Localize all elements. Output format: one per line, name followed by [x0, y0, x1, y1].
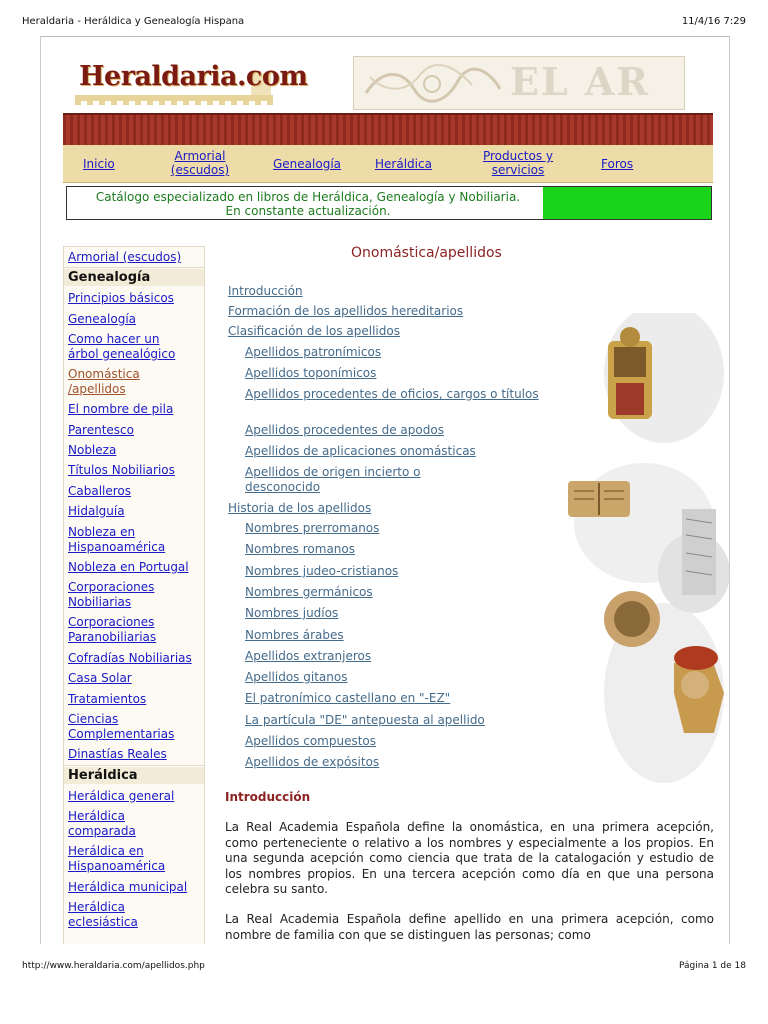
- sidebar-divider: [64, 267, 204, 268]
- print-page-number: Página 1 de 18: [679, 961, 746, 971]
- sidebar-item-corporaciones-nobiliarias[interactable]: Corporaciones Nobiliarias: [68, 580, 155, 609]
- web-page: [40, 36, 730, 944]
- print-footer: [22, 961, 746, 975]
- toc-aplicaciones[interactable]: Apellidos de aplicaciones onomásticas: [245, 444, 476, 458]
- nav-genealogia[interactable]: Genealogía: [273, 157, 342, 171]
- sidebar-item-armorial[interactable]: Armorial (escudos): [68, 250, 182, 264]
- sidebar-item-casa-solar[interactable]: Casa Solar: [68, 671, 132, 685]
- sidebar-item-arbol[interactable]: Como hacer un árbol genealógico: [68, 332, 176, 361]
- sidebar-item-heraldica-municipal[interactable]: Heráldica municipal: [68, 880, 188, 894]
- decorative-bar: [63, 113, 713, 145]
- print-header: [22, 16, 746, 30]
- sidebar-item-ciencias[interactable]: Ciencias Complementarias: [68, 712, 175, 741]
- sidebar-heading-heraldica: Heráldica: [64, 767, 204, 784]
- header-banner: [353, 56, 685, 110]
- sidebar-heading-genealogia: Genealogía: [64, 269, 204, 286]
- toc-formacion[interactable]: Formación de los apellidos hereditarios: [228, 304, 464, 318]
- sidebar-item-corporaciones-paranobiliarias[interactable]: Corporaciones Paranobiliarias: [68, 615, 157, 644]
- collage-illustration: [554, 313, 730, 821]
- sidebar-item-caballeros[interactable]: Caballeros: [68, 484, 132, 498]
- catalog-line-1: Catálogo especializado en libros de Heráldica, Genealogía y Nobiliaria.: [95, 190, 521, 204]
- toc-patronimico-ez[interactable]: El patronímico castellano en "-EZ": [245, 691, 451, 705]
- sidebar-item-hidalguia[interactable]: Hidalguía: [68, 504, 125, 518]
- sidebar-item-heraldica-comparada[interactable]: Heráldica comparada: [68, 809, 136, 838]
- sidebar: [63, 246, 205, 944]
- toc-particula-de[interactable]: La partícula "DE" antepuesta al apellido: [245, 713, 485, 727]
- sidebar-item-nobleza-hispanoamerica[interactable]: Nobleza en Hispanoamérica: [68, 525, 166, 554]
- sidebar-item-genealogia[interactable]: Genealogía: [68, 312, 137, 326]
- sidebar-item-nobleza-portugal[interactable]: Nobleza en Portugal: [68, 560, 189, 574]
- sidebar-divider: [64, 765, 204, 766]
- sidebar-item-nombre-pila[interactable]: El nombre de pila: [68, 402, 174, 416]
- site-logo[interactable]: [75, 59, 308, 107]
- paragraph: La Real Academia Española define apellido en una primera acepción, como nombre de familia con que se distinguen las personas; como: [225, 912, 714, 942]
- catalog-green-panel: [543, 187, 711, 219]
- banner-ornament: [362, 63, 502, 105]
- sidebar-item-dinastias[interactable]: Dinastías Reales: [68, 747, 167, 761]
- nav-armorial[interactable]: Armorial (escudos): [170, 149, 230, 177]
- toc-exposito[interactable]: Apellidos de expósitos: [245, 755, 380, 769]
- print-page-title: Heraldaria - Heráldica y Genealogía Hispana: [22, 16, 245, 27]
- toc-gitanos[interactable]: Apellidos gitanos: [245, 670, 348, 684]
- catalog-line-2: En constante actualización.: [225, 204, 391, 218]
- nav-productos[interactable]: Productos y servicios: [482, 149, 554, 177]
- toc-arabes[interactable]: Nombres árabes: [245, 628, 344, 642]
- toc-romanos[interactable]: Nombres romanos: [245, 542, 355, 556]
- toc-judeo-cristianos[interactable]: Nombres judeo-cristianos: [245, 564, 399, 578]
- toc-historia[interactable]: Historia de los apellidos: [228, 501, 372, 515]
- toc-toponimicos[interactable]: Apellidos toponímicos: [245, 366, 377, 380]
- toc-origen-incierto[interactable]: Apellidos de origen incierto o desconocido: [245, 465, 421, 494]
- sidebar-item-onomastica[interactable]: Onomástica /apellidos: [68, 367, 140, 396]
- print-date: 11/4/16 7:29: [681, 16, 746, 27]
- print-url: http://www.heraldaria.com/apellidos.php: [22, 961, 205, 971]
- toc-compuestos[interactable]: Apellidos compuestos: [245, 734, 377, 748]
- page-title: Onomástica/apellidos: [351, 245, 502, 261]
- section-title-introduccion: Introducción: [225, 790, 311, 804]
- toc-patronimicos[interactable]: Apellidos patronímicos: [245, 345, 382, 359]
- sidebar-item-principios[interactable]: Principios básicos: [68, 291, 174, 305]
- decorative-collage: [554, 313, 730, 821]
- toc-apodos[interactable]: Apellidos procedentes de apodos: [245, 423, 444, 437]
- nav-heraldica[interactable]: Heráldica: [375, 157, 432, 171]
- sidebar-item-parentesco[interactable]: Parentesco: [68, 423, 134, 437]
- sidebar-item-nobleza[interactable]: Nobleza: [68, 443, 117, 457]
- sidebar-item-heraldica-eclesiastica[interactable]: Heráldica eclesiástica: [68, 900, 138, 929]
- nav-foros[interactable]: Foros: [601, 157, 634, 171]
- logo-text: Heraldaria.com: [79, 61, 308, 92]
- sidebar-item-tratamientos[interactable]: Tratamientos: [68, 692, 147, 706]
- toc-oficios[interactable]: Apellidos procedentes de oficios, cargos o títulos: [245, 387, 539, 401]
- main-nav: [63, 145, 713, 183]
- catalog-text: [73, 190, 543, 218]
- toc-clasificacion[interactable]: Clasificación de los apellidos: [228, 324, 400, 338]
- paragraph: La Real Academia Española define la onomástica, en una primera acepción, como perteneciente o relativo a los nombres y especialmente a los propios. En una segunda acepción como ciencia que trata de la catalogación y estudio de los nombres propios. En una tercera acepción como día en que una persona celebra su santo.: [225, 820, 714, 896]
- toc-extranjeros[interactable]: Apellidos extranjeros: [245, 649, 372, 663]
- toc-introduccion[interactable]: Introducción: [228, 284, 303, 298]
- sidebar-item-titulos[interactable]: Títulos Nobiliarios: [68, 463, 175, 477]
- sidebar-item-heraldica-hispanoamerica[interactable]: Heráldica en Hispanoamérica: [68, 844, 166, 873]
- toc-judios[interactable]: Nombres judíos: [245, 606, 339, 620]
- toc-germanicos[interactable]: Nombres germánicos: [245, 585, 373, 599]
- toc-prerromanos[interactable]: Nombres prerromanos: [245, 521, 380, 535]
- banner-text: EL AR: [510, 59, 650, 104]
- sidebar-item-cofradias[interactable]: Cofradías Nobiliarias: [68, 651, 192, 665]
- catalog-banner[interactable]: [66, 186, 712, 220]
- sidebar-item-heraldica-general[interactable]: Heráldica general: [68, 789, 175, 803]
- nav-inicio[interactable]: Inicio: [83, 157, 115, 171]
